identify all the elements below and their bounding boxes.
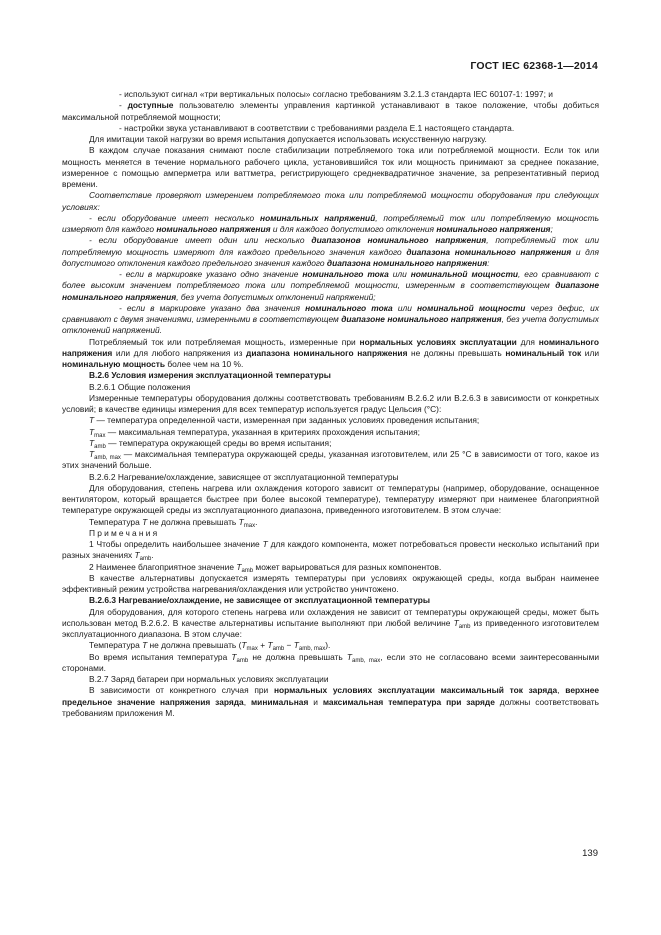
document-header: ГОСТ IEC 62368-1—2014 — [470, 60, 598, 72]
paragraph: $T_{max}$ — максимальная температура, указанная в критериях прохождения испытания; — [89, 426, 420, 439]
paragraph: - настройки звука устанавливают в соответствии с требованиями раздела E.1 настоящего стандарта. — [119, 122, 515, 133]
paragraph: Потребляемый ток или потребляемая мощность, измеренные при нормальных условиях эксплуатации для номинального напряжения или для любого напряжения из диапазона номинального напряжения не должны превышать номинальный ток или номинальную мощность более чем на 10 %. — [62, 336, 600, 369]
paragraph: - если оборудование имеет один или несколько диапазонов номинального напряжения, потребляемый ток или потребляемую мощность измеряют для каждого предельного значения каждого диапазона номинального напряжения и для допустимого отклонения каждого предельного значения каждого диапазона номинального напряжения: — [62, 235, 600, 268]
paragraph: B.2.6.3 Нагревание/охлаждение, не зависящее от эксплуатационной температуры — [89, 595, 430, 606]
paragraph: B.2.7 Заряд батареи при нормальных условиях эксплуатации — [89, 674, 329, 684]
paragraph: Примечания — [89, 527, 160, 538]
paragraph: Температура T не должна превышать $T_{max}$. — [89, 516, 258, 529]
paragraph: В качестве альтернативы допускается измерять температуры при условиях окружающей среды, когда выбран наименее эффективный режим устройства нагревания/охлаждения или устройство уничтожено. — [62, 572, 599, 594]
paragraph: $T_{amb}$ — температура окружающей среды во время испытания; — [89, 437, 332, 450]
paragraph: Для оборудования, для которого степень нагрева или охлаждения не зависит от температуры окружающей среды, может быть использован метод B.2.6.2. В качестве альтернативы испытание выполняют при любой величине $T_{amb}$ из приведенного изготовителем эксплуатационного диапазона. В этом случае: — [62, 606, 599, 639]
paragraph: Во время испытания температура $T_{amb}$ не должна превышать $T_{amb, max}$, если это не согласовано всеми заинтересованными сторонами. — [62, 651, 600, 673]
page-number: 139 — [582, 848, 598, 859]
paragraph: Для оборудования, степень нагрева или охлаждения которого зависит от температуры (например, оборудование, оснащенное вентилятором, который вращается быстрее при более высокой температуре), температуру измеряют при наименее благоприятной температуре окружающей среды из эксплуатационного диапазона, приведенного изготовителем. В этом случае: — [62, 482, 599, 516]
paragraph: B.2.6.1 Общие положения — [89, 381, 191, 392]
paragraph: B.2.6 Условия измерения эксплуатационной температуры — [89, 370, 331, 381]
paragraph: 1 Чтобы определить наибольшее значение T для каждого компонента, может потребоваться провести несколько испытаний при разных значениях $T_{amb}$. — [62, 539, 599, 563]
paragraph: - используют сигнал «три вертикальных полосы» согласно требованиям 3.2.1.3 стандарта IEC 60107-1: 1997; и — [119, 89, 553, 99]
paragraph: В зависимости от конкретного случая при нормальных условиях эксплуатации максимальный ток заряда, верхнее предельное значение напряжения заряда, минимальная и максимальная температура при заряде должны соответствовать требованиям приложения M. — [62, 685, 600, 718]
paragraph: - если в маркировке указано одно значение номинального тока или номинальной мощности, его сравнивают с более высоким значением потребляемого тока или потребляемой мощности, измеренным в соответствующем диапазоне номинального напряжения, без учета допустимых отклонений напряжений; — [62, 269, 599, 302]
paragraph: 2 Наименее благоприятное значение $T_{amb}$ может варьироваться для разных компонентов. — [89, 561, 442, 574]
paragraph: - если оборудование имеет несколько номинальных напряжений, потребляемый ток или потребляемую мощность измеряют для каждого номинального напряжения и для каждого допустимого отклонения номинального напряжения; — [62, 212, 599, 234]
paragraph: Соответствие проверяют измерением потребляемого тока или потребляемой мощности оборудования при следующих условиях: — [62, 190, 599, 212]
paragraph: - если в маркировке указано два значения номинального тока или номинальной мощности через дефис, их сравнивают с двумя значениями, измеренными в соответствующем диапазоне номинального напряжения, без учета допустимых отклонений напряжений. — [62, 302, 600, 336]
document-body — [62, 89, 599, 719]
paragraph: В каждом случае показания снимают после стабилизации потребляемого тока или потребляемой мощности. Если ток или мощность меняется в течение нормального рабочего цикла, установившийся ток или мощность принимают за среднее показание, измеренное с помощью амперметра или ваттметра, регистрирующего среднеквадратичное значение, за репрезентативный период времени. — [62, 145, 599, 189]
paragraph: $T_{amb, max}$ — максимальная температура окружающей среды, указанная изготовителем, или 25 °C в зависимости от того, какое из этих значений больше. — [62, 449, 599, 471]
paragraph: Для имитации такой нагрузки во время испытания допускается использовать искусственную нагрузку. — [89, 134, 487, 144]
paragraph: T — температура определенной части, измеренная при заданных условиях проведения испытания; — [89, 415, 480, 426]
paragraph: B.2.6.2 Нагревание/охлаждение, зависящее от эксплуатационной температуры — [89, 471, 399, 482]
paragraph: - доступные пользователю элементы управления картинкой устанавливают в такое положение, чтобы добиться максимальной потребляемой мощности; — [62, 100, 599, 122]
paragraph: Температура T не должна превышать $(T_{max} + T_{amb} - T_{amb, max})$. — [89, 640, 331, 653]
paragraph: Измеренные температуры оборудования должны соответствовать требованиям B.2.6.2 или B.2.6.3 в зависимости от конкретных условий; в качестве единицы измерения для всех температур используется градус Цельсия (°C): — [62, 392, 599, 414]
